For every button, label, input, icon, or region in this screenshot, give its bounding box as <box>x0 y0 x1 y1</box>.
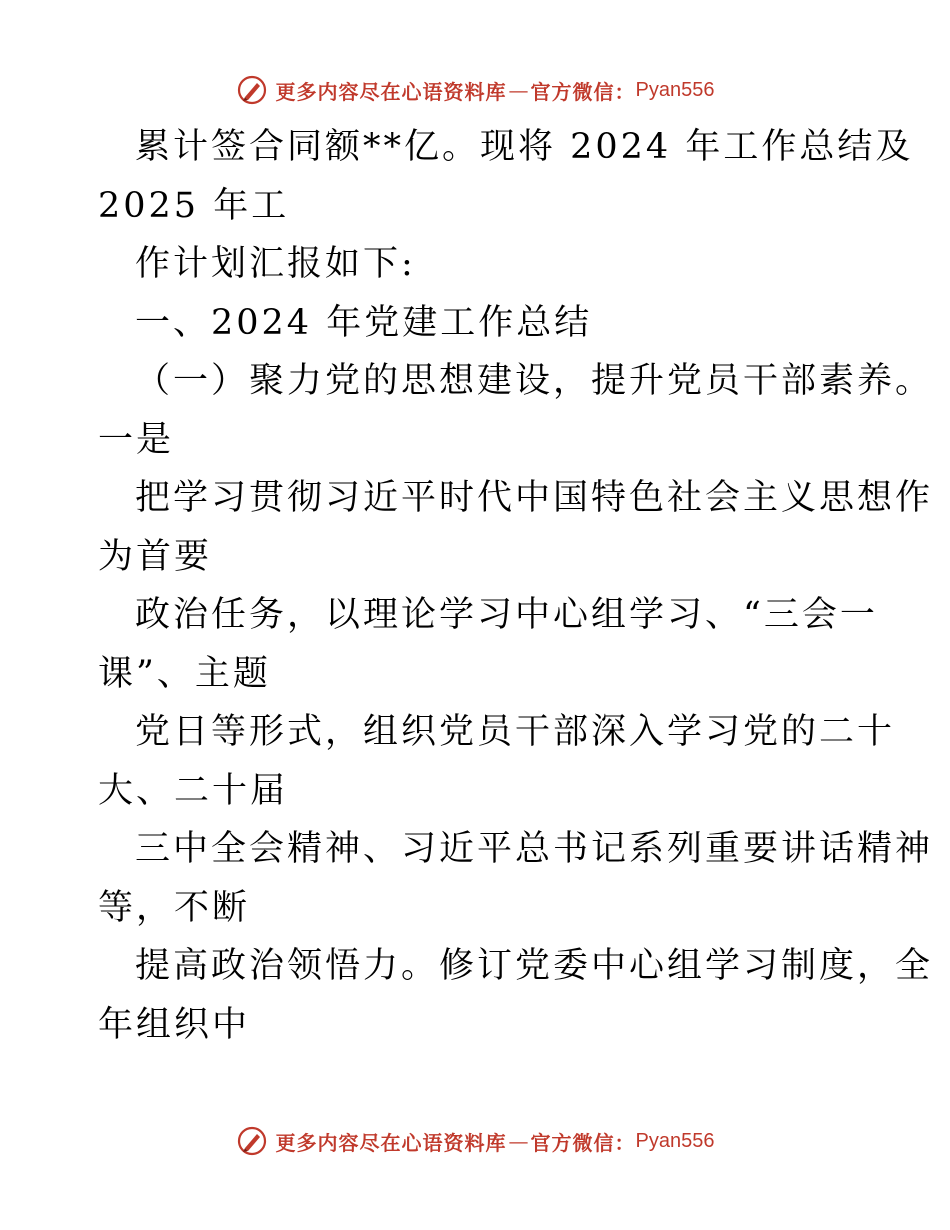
body-line: 三中全会精神、习近平总书记系列重要讲话精神 <box>135 829 934 869</box>
section-heading: 一、2024 年党建工作总结 <box>135 302 593 343</box>
body-line: 政治任务，以理论学习中心组学习、“三会一 <box>135 595 878 635</box>
body-line: 2025 年工 <box>98 185 290 226</box>
document-body <box>98 118 934 1054</box>
watermark-wechat-id: Pyan556 <box>635 1129 715 1152</box>
body-line: 党日等形式，组织党员干部深入学习党的二十 <box>135 712 896 752</box>
watermark-wechat-id: Pyan556 <box>635 78 715 101</box>
pen-logo-icon <box>236 1125 268 1157</box>
body-line: 把学习贯彻习近平时代中国特色社会主义思想作 <box>135 478 934 518</box>
body-line: 等，不断 <box>98 887 251 928</box>
watermark-text <box>276 76 715 105</box>
footer-watermark <box>0 1121 950 1161</box>
header-watermark <box>0 70 950 110</box>
watermark-library-name: 更多内容尽在心语资料库 <box>275 79 507 104</box>
watermark-library-name: 更多内容尽在心语资料库 <box>275 1130 507 1155</box>
body-line: 年组织中 <box>98 1004 251 1045</box>
watermark-text <box>276 1127 715 1156</box>
subsection-heading: （一）聚力党的思想建设，提升党员干部素养。 <box>135 361 934 401</box>
body-line: 大、二十届 <box>98 770 289 811</box>
watermark-separator: — <box>508 78 529 102</box>
body-line: 作计划汇报如下: <box>135 244 416 284</box>
body-line: 为首要 <box>98 536 213 577</box>
pen-logo-icon <box>236 74 268 106</box>
body-line: 一是 <box>98 419 175 460</box>
body-line: 提高政治领悟力。修订党委中心组学习制度，全 <box>135 946 934 986</box>
body-line: 累计签合同额**亿。现将 2024 年工作总结及 <box>135 127 914 167</box>
watermark-official-label: 官方微信： <box>530 79 636 104</box>
body-line: 课”、主题 <box>98 653 271 694</box>
watermark-official-label: 官方微信： <box>530 1130 636 1155</box>
watermark-separator: — <box>508 1129 529 1153</box>
